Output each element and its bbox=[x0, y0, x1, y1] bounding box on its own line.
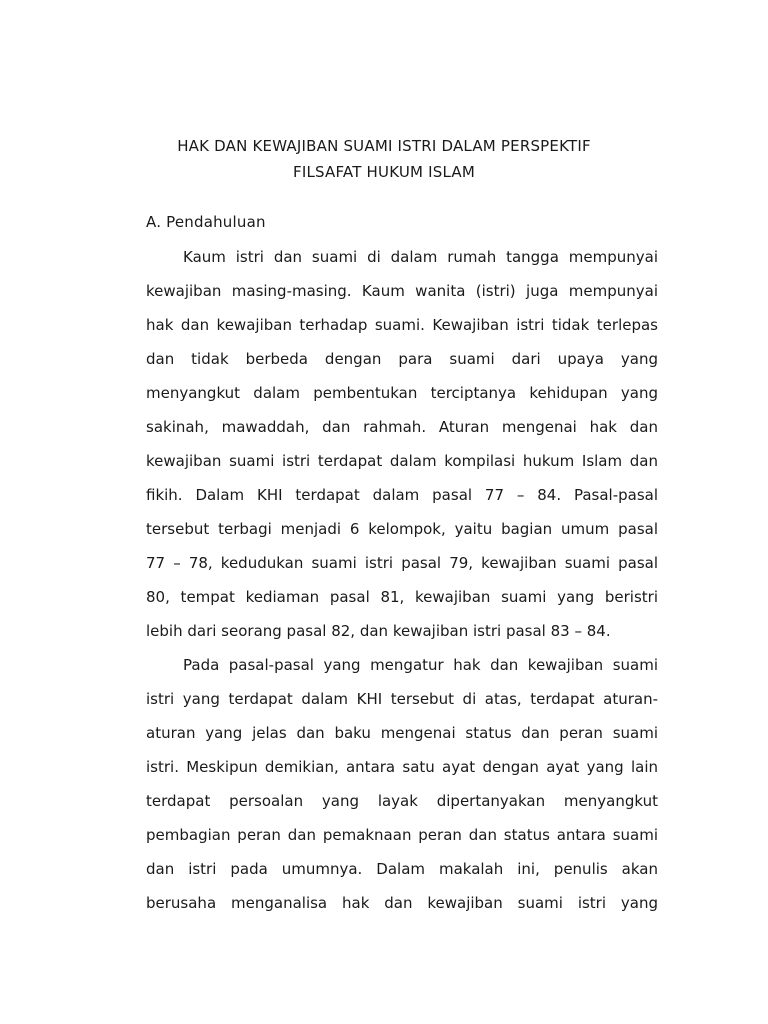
paragraph-line: kewajiban masing-masing. Kaum wanita (istri) juga mempunyai bbox=[146, 282, 658, 300]
paragraph-line: aturan yang jelas dan baku mengenai status dan peran suami bbox=[146, 724, 658, 742]
paragraph-line: sakinah, mawaddah, dan rahmah. Aturan mengenai hak dan bbox=[146, 418, 658, 436]
paragraph-line: istri yang terdapat dalam KHI tersebut di atas, terdapat aturan- bbox=[146, 690, 658, 708]
paragraph-line: kewajiban suami istri terdapat dalam kompilasi hukum Islam dan bbox=[146, 452, 658, 470]
paragraph-line: 77 – 78, kedudukan suami istri pasal 79, kewajiban suami pasal bbox=[146, 554, 658, 572]
paragraph-line: istri. Meskipun demikian, antara satu ayat dengan ayat yang lain bbox=[146, 758, 658, 776]
paragraph-line: 80, tempat kediaman pasal 81, kewajiban suami yang beristri bbox=[146, 588, 658, 606]
section-heading: A. Pendahuluan bbox=[146, 213, 266, 231]
paragraph-line: pembagian peran dan pemaknaan peran dan status antara suami bbox=[146, 826, 658, 844]
paragraph-line: fikih. Dalam KHI terdapat dalam pasal 77 – 84. Pasal-pasal bbox=[146, 486, 658, 504]
paragraph-line: dan istri pada umumnya. Dalam makalah ini, penulis akan bbox=[146, 860, 658, 878]
paragraph-line: lebih dari seorang pasal 82, dan kewajiban istri pasal 83 – 84. bbox=[146, 622, 611, 640]
paragraph-line: terdapat persoalan yang layak dipertanyakan menyangkut bbox=[146, 792, 658, 810]
paragraph-line: Pada pasal-pasal yang mengatur hak dan kewajiban suami bbox=[183, 656, 658, 674]
document-title-line-2: FILSAFAT HUKUM ISLAM bbox=[293, 163, 475, 181]
paragraph-line: Kaum istri dan suami di dalam rumah tangga mempunyai bbox=[183, 248, 658, 266]
document-title-line-1: HAK DAN KEWAJIBAN SUAMI ISTRI DALAM PERSPEKTIF bbox=[177, 137, 591, 155]
paragraph-line: berusaha menganalisa hak dan kewajiban suami istri yang bbox=[146, 894, 658, 912]
paragraph-line: tersebut terbagi menjadi 6 kelompok, yaitu bagian umum pasal bbox=[146, 520, 658, 538]
paragraph-line: menyangkut dalam pembentukan terciptanya kehidupan yang bbox=[146, 384, 658, 402]
paragraph-line: dan tidak berbeda dengan para suami dari upaya yang bbox=[146, 350, 658, 368]
paragraph-line: hak dan kewajiban terhadap suami. Kewajiban istri tidak terlepas bbox=[146, 316, 658, 334]
